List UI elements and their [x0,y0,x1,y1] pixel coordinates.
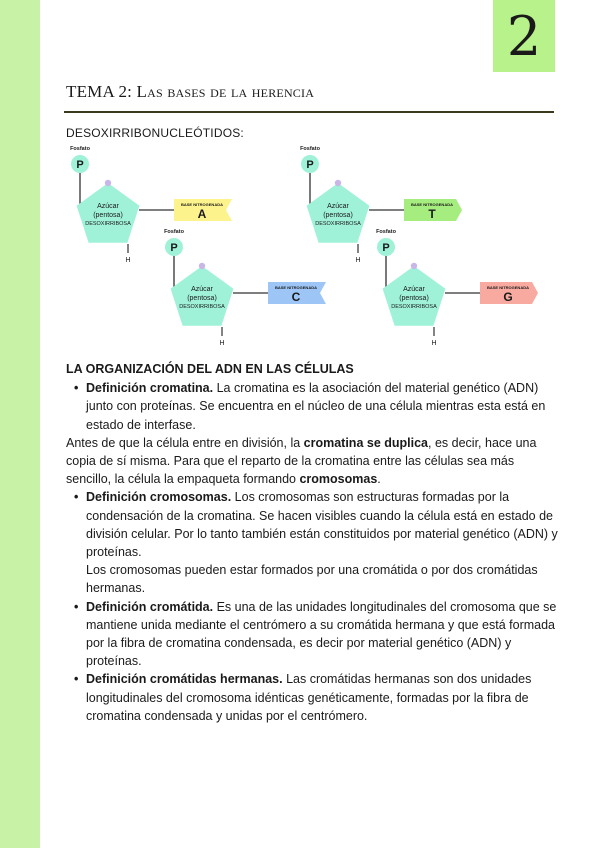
left-color-band [0,0,40,848]
duplication-paragraph [66,434,558,489]
title-divider [64,111,554,113]
definition-term: Definición cromatina. [86,381,214,396]
definition-text: Es una de las unidades longitudinales del cromosoma que se mantiene unida mediante el centrómero a su cromátida hermana y que está formada por la fibra de cromatina condensada, es decir por material genético (ADN) y proteínas. [86,599,557,669]
definition-term: Definición cromátida. [86,599,214,614]
phosphate-label: Fosfato [164,229,184,235]
phosphate-symbol: P [76,159,84,171]
base-letter: G [503,290,513,304]
definitions-list-1 [66,379,558,434]
nucleotide-c [164,229,326,347]
sugar-label: DESOXIRRIBOSA [85,221,131,227]
phosphate-label: Fosfato [300,146,320,152]
phosphate-label: Fosfato [376,229,396,235]
definition-text: La cromatina es la asociación del material genético (ADN) junto con proteínas. Se encuentra en el núcleo de una célula mientras esta está en estado de interfase. [86,381,546,432]
title-prefix: TEMA 2: [66,82,137,101]
base-letter: C [291,290,301,304]
definition-cromatidas-hermanas [66,670,558,725]
definition-cromatina [66,379,558,434]
phosphate-symbol: P [170,242,178,254]
base-label: BASE NITROGENADA [274,285,318,290]
sugar-label: DESOXIRRIBOSA [391,304,437,310]
base-label: BASE NITROGENADA [180,202,224,207]
paragraph-bold: cromosomas [299,472,378,487]
base-letter: A [197,207,207,221]
organization-heading: LA ORGANIZACIÓN DEL ADN EN LAS CÉLULAS [66,362,354,376]
h-label: H [431,340,437,347]
definition-cromatida [66,598,558,671]
sugar-label: DESOXIRRIBOSA [315,221,361,227]
sugar-label: DESOXIRRIBOSA [179,304,225,310]
paragraph-text: . [377,472,381,487]
definitions-list-2 [66,488,558,725]
phosphate-symbol: P [382,242,390,254]
paragraph-text: , es decir, hace una copia de sí misma. Para que el reparto de la cromatina entre las células sea más sencillo, la célula la empaqueta formando [66,435,537,487]
page-number: 2 [506,4,542,68]
definition-text: Las cromátidas hermanas son dos unidades longitudinales del cromosoma idénticas genéticamente, formadas por la fibra de cromatina condensada y unidas por el centrómero. [86,672,532,723]
phosphate-symbol: P [306,159,314,171]
h-label: H [125,257,131,264]
sugar-label: Azúcar [327,203,349,210]
sugar-label: Azúcar [403,286,425,293]
phosphate-label: Fosfato [70,146,90,152]
paragraph-bold: cromatina se duplica [303,435,429,450]
h-label: H [355,257,361,264]
nucleotides-heading: DESOXIRRIBONUCLEÓTIDOS: [66,126,244,140]
oxygen-dot [105,180,111,186]
h-label: H [219,340,225,347]
sugar-label: (pentosa) [323,212,353,219]
oxygen-dot [411,263,417,269]
paragraph-text: Antes de que la célula entre en división, la [66,435,304,450]
base-label: BASE NITROGENADA [410,202,454,207]
base-label: BASE NITROGENADA [486,285,530,290]
base-letter: T [428,207,436,221]
sugar-label: (pentosa) [399,295,429,302]
definition-cromosomas [66,488,558,597]
title-rest: Las bases de la herencia [136,82,315,101]
oxygen-dot [199,263,205,269]
sugar-label: (pentosa) [93,212,123,219]
page-title [66,82,314,102]
sugar-label: Azúcar [97,203,119,210]
definition-extra: Los cromosomas pueden estar formados por una cromátida o por dos cromátidas hermanas. [86,563,538,596]
nucleotides-diagram [60,140,580,350]
nucleotide-g [376,229,538,347]
sugar-label: (pentosa) [187,295,217,302]
definition-text: Los cromosomas son estructuras formadas por la condensación de la cromatina. Se hacen visibles cuando la célula está en estado de división celular. Por lo tanto también están constituidos por material genético (ADN) y proteínas. [86,490,558,560]
sugar-label: Azúcar [191,286,213,293]
definition-term: Definición cromosomas. [86,490,232,505]
oxygen-dot [335,180,341,186]
organization-section [66,360,558,725]
page-number-badge [493,0,555,72]
nucleotide-a [70,146,232,264]
definition-term: Definición cromátidas hermanas. [86,672,283,687]
